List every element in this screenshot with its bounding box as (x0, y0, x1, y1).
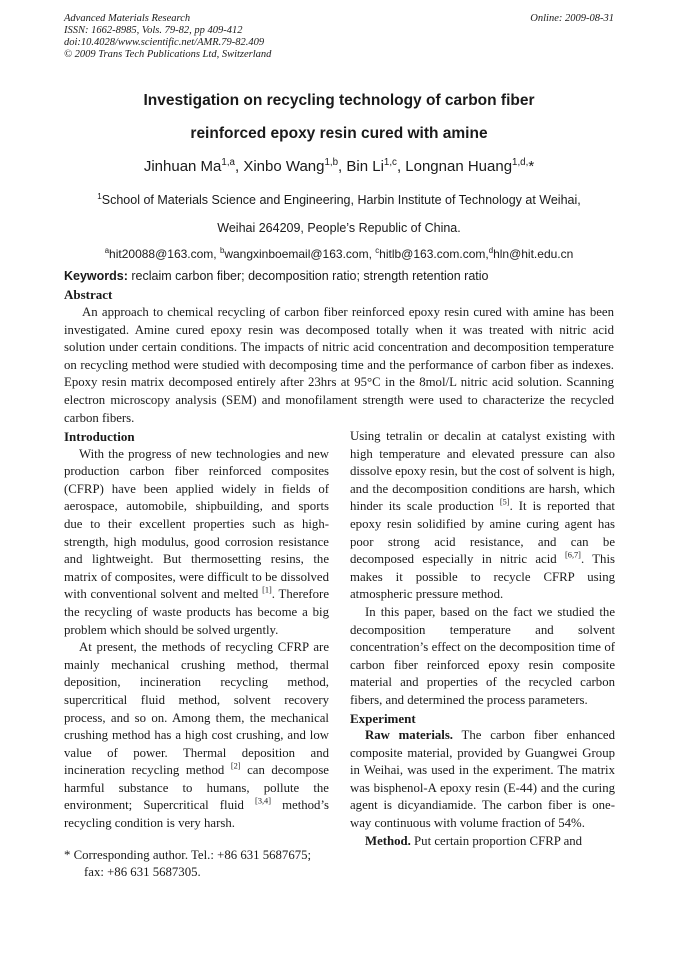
experiment-heading: Experiment (350, 710, 416, 726)
citation: [3,4] (255, 797, 271, 807)
paragraph: Using tetralin or decalin at catalyst existing with high temperature and elevated pressure can also dissolve epoxy resin, but the cost of solvent is high, and the decomposition conditions are harsh, which hinder its scale production [5]. It is reported that epoxy resin solidified by amine curing agent has poor strong acid resistance, and can be decomposed especially in nitric acid [6,7]. This makes it possible to recycle CFRP using atmospheric pressure method. (350, 429, 615, 602)
corresponding-author-footnote: * Corresponding author. Tel.: +86 631 5687675; fax: +86 631 5687305. (64, 847, 312, 880)
paper-title-line-2: reinforced epoxy resin cured with amine (190, 125, 488, 142)
right-column (350, 428, 615, 850)
copyright-line: © 2009 Trans Tech Publications Ltd, Switzerland (64, 49, 272, 60)
abstract-heading: Abstract (64, 287, 113, 302)
affiliation-line-2: Weihai 264209, People’s Republic of China. (217, 221, 461, 235)
citation: [5] (499, 498, 510, 508)
email[interactable]: $^d$hln@hit.edu.cn (488, 246, 574, 261)
email-list (0, 247, 678, 261)
citation: [2] (230, 762, 241, 772)
introduction-heading: Introduction (64, 429, 135, 444)
journal-name: Advanced Materials Research (64, 13, 191, 24)
abstract-body: An approach to chemical recycling of carbon fiber reinforced epoxy resin cured with amine has been investigated. Amine cured epoxy resin was decomposed totally when it was treated with nitric acid solution under certain conditions. The impacts of nitric acid concentration and decomposition temperature on recycling method were studied with decomposing time and the performance of carbon fiber as indexes. Epoxy resin matrix decomposed entirely after 23hrs at 95°C in the 8mol/L nitric acid solution. Scanning electron microscopy analysis (SEM) and monofilament strength were used to characterize the recycled carbon fibers. (64, 305, 614, 425)
issn-line: ISSN: 1662-8985, Vols. 79-82, pp 409-412 (64, 25, 243, 36)
method-label: Method. (365, 833, 411, 848)
keywords-text: reclaim carbon fiber; decomposition ratio; strength retention ratio (127, 269, 489, 283)
paragraph: At present, the methods of recycling CFRP are mainly mechanical crushing method, thermal deposition, incineration recycling method, supercritical fluid method, solvent recovery process, and so on. Among them, the mechanical crushing method has a high cost crushing, and low value of power. Thermal deposition and incineration recycling method [2] can decompose harmful substance to humans, pollute the environment; Supercritical fluid [3,4] method’s recycling condition is very harsh. (64, 640, 329, 831)
citation: [6,7] (565, 550, 581, 560)
raw-materials-label: Raw materials. (365, 728, 454, 743)
paper-title-line-1: Investigation on recycling technology of carbon fiber (143, 92, 535, 109)
paragraph: In this paper, based on the fact we studied the decomposition temperature and solvent concentration’s effect on the decomposition time of carbon fiber reinforced epoxy resin composite material and properties of the recycled carbon fibers, and determined the process parameters. (350, 604, 615, 707)
author: Xinbo Wang$^{1,b}$, (243, 157, 347, 175)
author-list (0, 158, 678, 175)
publication-info (64, 13, 271, 61)
affiliation-line-1: $^1$School of Materials Science and Engineering, Harbin Institute of Technology at Weihai, (97, 191, 581, 207)
author: Jinhuan Ma$^{1,a}$, (143, 157, 244, 175)
paragraph: Raw materials. The carbon fiber enhanced composite material, provided by Guangwei Group in Weihai, was used in the experiment. The matrix was bisphenol-A epoxy resin (E-44) and the curing agent is dicyandiamide. The carbon fiber is one-way continuous with volume fraction of 54%. (350, 728, 616, 831)
left-column (64, 428, 329, 882)
paragraph: With the progress of new technologies and new production carbon fiber reinforced composites (CFRP) have been applied widely in fields of aerospace, automobile, shipbuilding, and sports due to their excellent properties such as high-strength, high modulus, good corrosion resistance and lightweight. But thermosetting resins, the matrix of composites, were difficult to be dissolved with conventional solvent and melted [1]. Therefore the recycling of waste products has become a big problem which should be solved urgently. (64, 446, 329, 637)
paragraph: Method. Put certain proportion CFRP and (365, 833, 583, 848)
keywords (64, 269, 489, 283)
doi-line: doi:10.4028/www.scientific.net/AMR.79-82.409 (64, 37, 265, 48)
citation: [1] (262, 586, 272, 596)
email[interactable]: $^c$hitlb@163.com.com, (375, 246, 489, 261)
author: Bin Li$^{1,c}$, (346, 157, 406, 175)
online-date: Online: 2009-08-31 (530, 13, 614, 24)
keywords-label: Keywords: (64, 269, 128, 283)
email[interactable]: $^b$wangxinboemail@163.com, (219, 246, 376, 261)
email[interactable]: $^a$hit20088@163.com, (104, 246, 220, 261)
author: Longnan Huang$^{1,d,}$* (405, 157, 535, 175)
